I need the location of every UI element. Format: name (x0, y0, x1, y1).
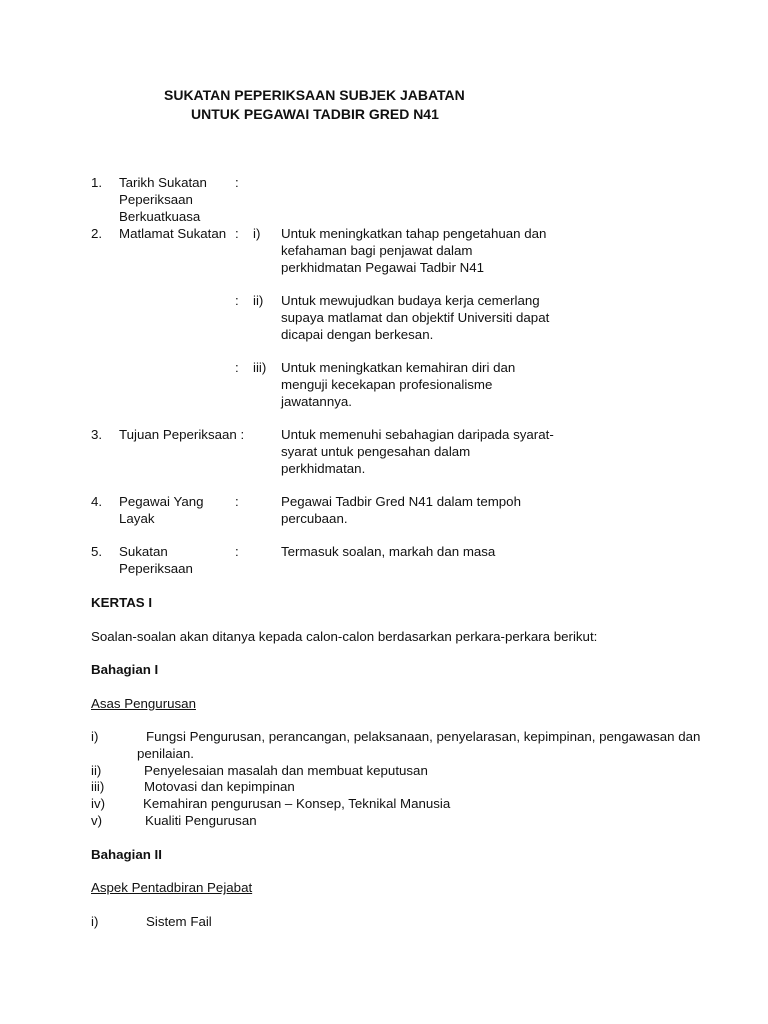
list-roman: i) (91, 729, 99, 744)
list-roman: v) (91, 813, 103, 828)
sub-text: menguji kecekapan profesionalisme (281, 377, 493, 392)
item-text: percubaan. (281, 511, 348, 526)
item-label: Peperiksaan (119, 561, 193, 576)
list-text-continued: penilaian. (137, 746, 194, 761)
item-label: Tujuan Peperiksaan : (119, 427, 245, 442)
bahagian1-subheading: Asas Pengurusan (91, 696, 196, 711)
bahagian2-subheading: Aspek Pentadbiran Pejabat (91, 880, 253, 895)
item-number: 3. (91, 427, 103, 442)
list-text: Motovasi dan kepimpinan (144, 779, 295, 794)
list-text: Fungsi Pengurusan, perancangan, pelaksanaan, penyelarasan, kepimpinan, pengawasan dan (146, 729, 701, 744)
list-roman: iv) (91, 796, 106, 811)
bahagian1-heading: Bahagian I (91, 662, 159, 677)
list-text: Penyelesaian masalah dan membuat keputusan (144, 763, 428, 778)
item-text: Termasuk soalan, markah dan masa (281, 544, 496, 559)
item-label: Peperiksaan (119, 192, 193, 207)
item-colon: : (235, 494, 239, 509)
bahagian2-heading: Bahagian II (91, 847, 162, 862)
item-label: Matlamat Sukatan (119, 226, 227, 241)
item-text: syarat untuk pengesahan dalam (281, 444, 471, 459)
document-title-line1: SUKATAN PEPERIKSAAN SUBJEK JABATAN (164, 87, 465, 103)
item-text: Untuk memenuhi sebahagian daripada syarat- (281, 427, 554, 442)
sub-text: kefahaman bagi penjawat dalam (281, 243, 473, 258)
list-text: Kemahiran pengurusan – Konsep, Teknikal Manusia (143, 796, 451, 811)
item-number: 4. (91, 494, 103, 509)
item-label: Sukatan (119, 544, 168, 559)
sub-text: jawatannya. (281, 394, 352, 409)
item-number: 1. (91, 175, 103, 190)
sub-text: Untuk meningkatkan kemahiran diri dan (281, 360, 516, 375)
list-roman: iii) (91, 779, 105, 794)
item-text: perkhidmatan. (281, 461, 366, 476)
item-label: Tarikh Sukatan (119, 175, 207, 190)
sub-text: dicapai dengan berkesan. (281, 327, 434, 342)
item-text: Pegawai Tadbir Gred N41 dalam tempoh (281, 494, 521, 509)
sub-colon: : (235, 293, 239, 308)
list-roman: ii) (91, 763, 102, 778)
sub-text: supaya matlamat dan objektif Universiti dapat (281, 310, 550, 325)
sub-text: Untuk meningkatkan tahap pengetahuan dan (281, 226, 547, 241)
item-colon: : (235, 226, 239, 241)
sub-text: perkhidmatan Pegawai Tadbir N41 (281, 260, 485, 275)
list-text: Sistem Fail (146, 914, 212, 929)
item-colon: : (235, 175, 239, 190)
section-heading-kertas: KERTAS I (91, 595, 153, 610)
item-label: Berkuatkuasa (119, 209, 201, 224)
list-text: Kualiti Pengurusan (145, 813, 257, 828)
sub-colon: : (235, 360, 239, 375)
sub-roman: ii) (253, 293, 264, 308)
item-number: 2. (91, 226, 103, 241)
document-title-line2: UNTUK PEGAWAI TADBIR GRED N41 (191, 106, 439, 122)
item-label: Layak (119, 511, 155, 526)
item-number: 5. (91, 544, 103, 559)
list-roman: i) (91, 914, 99, 929)
sub-roman: i) (253, 226, 261, 241)
item-label: Pegawai Yang (119, 494, 204, 509)
item-colon: : (235, 544, 239, 559)
intro-paragraph: Soalan-soalan akan ditanya kepada calon-calon berdasarkan perkara-perkara berikut: (91, 629, 598, 644)
sub-roman: iii) (253, 360, 267, 375)
sub-text: Untuk mewujudkan budaya kerja cemerlang (281, 293, 540, 308)
